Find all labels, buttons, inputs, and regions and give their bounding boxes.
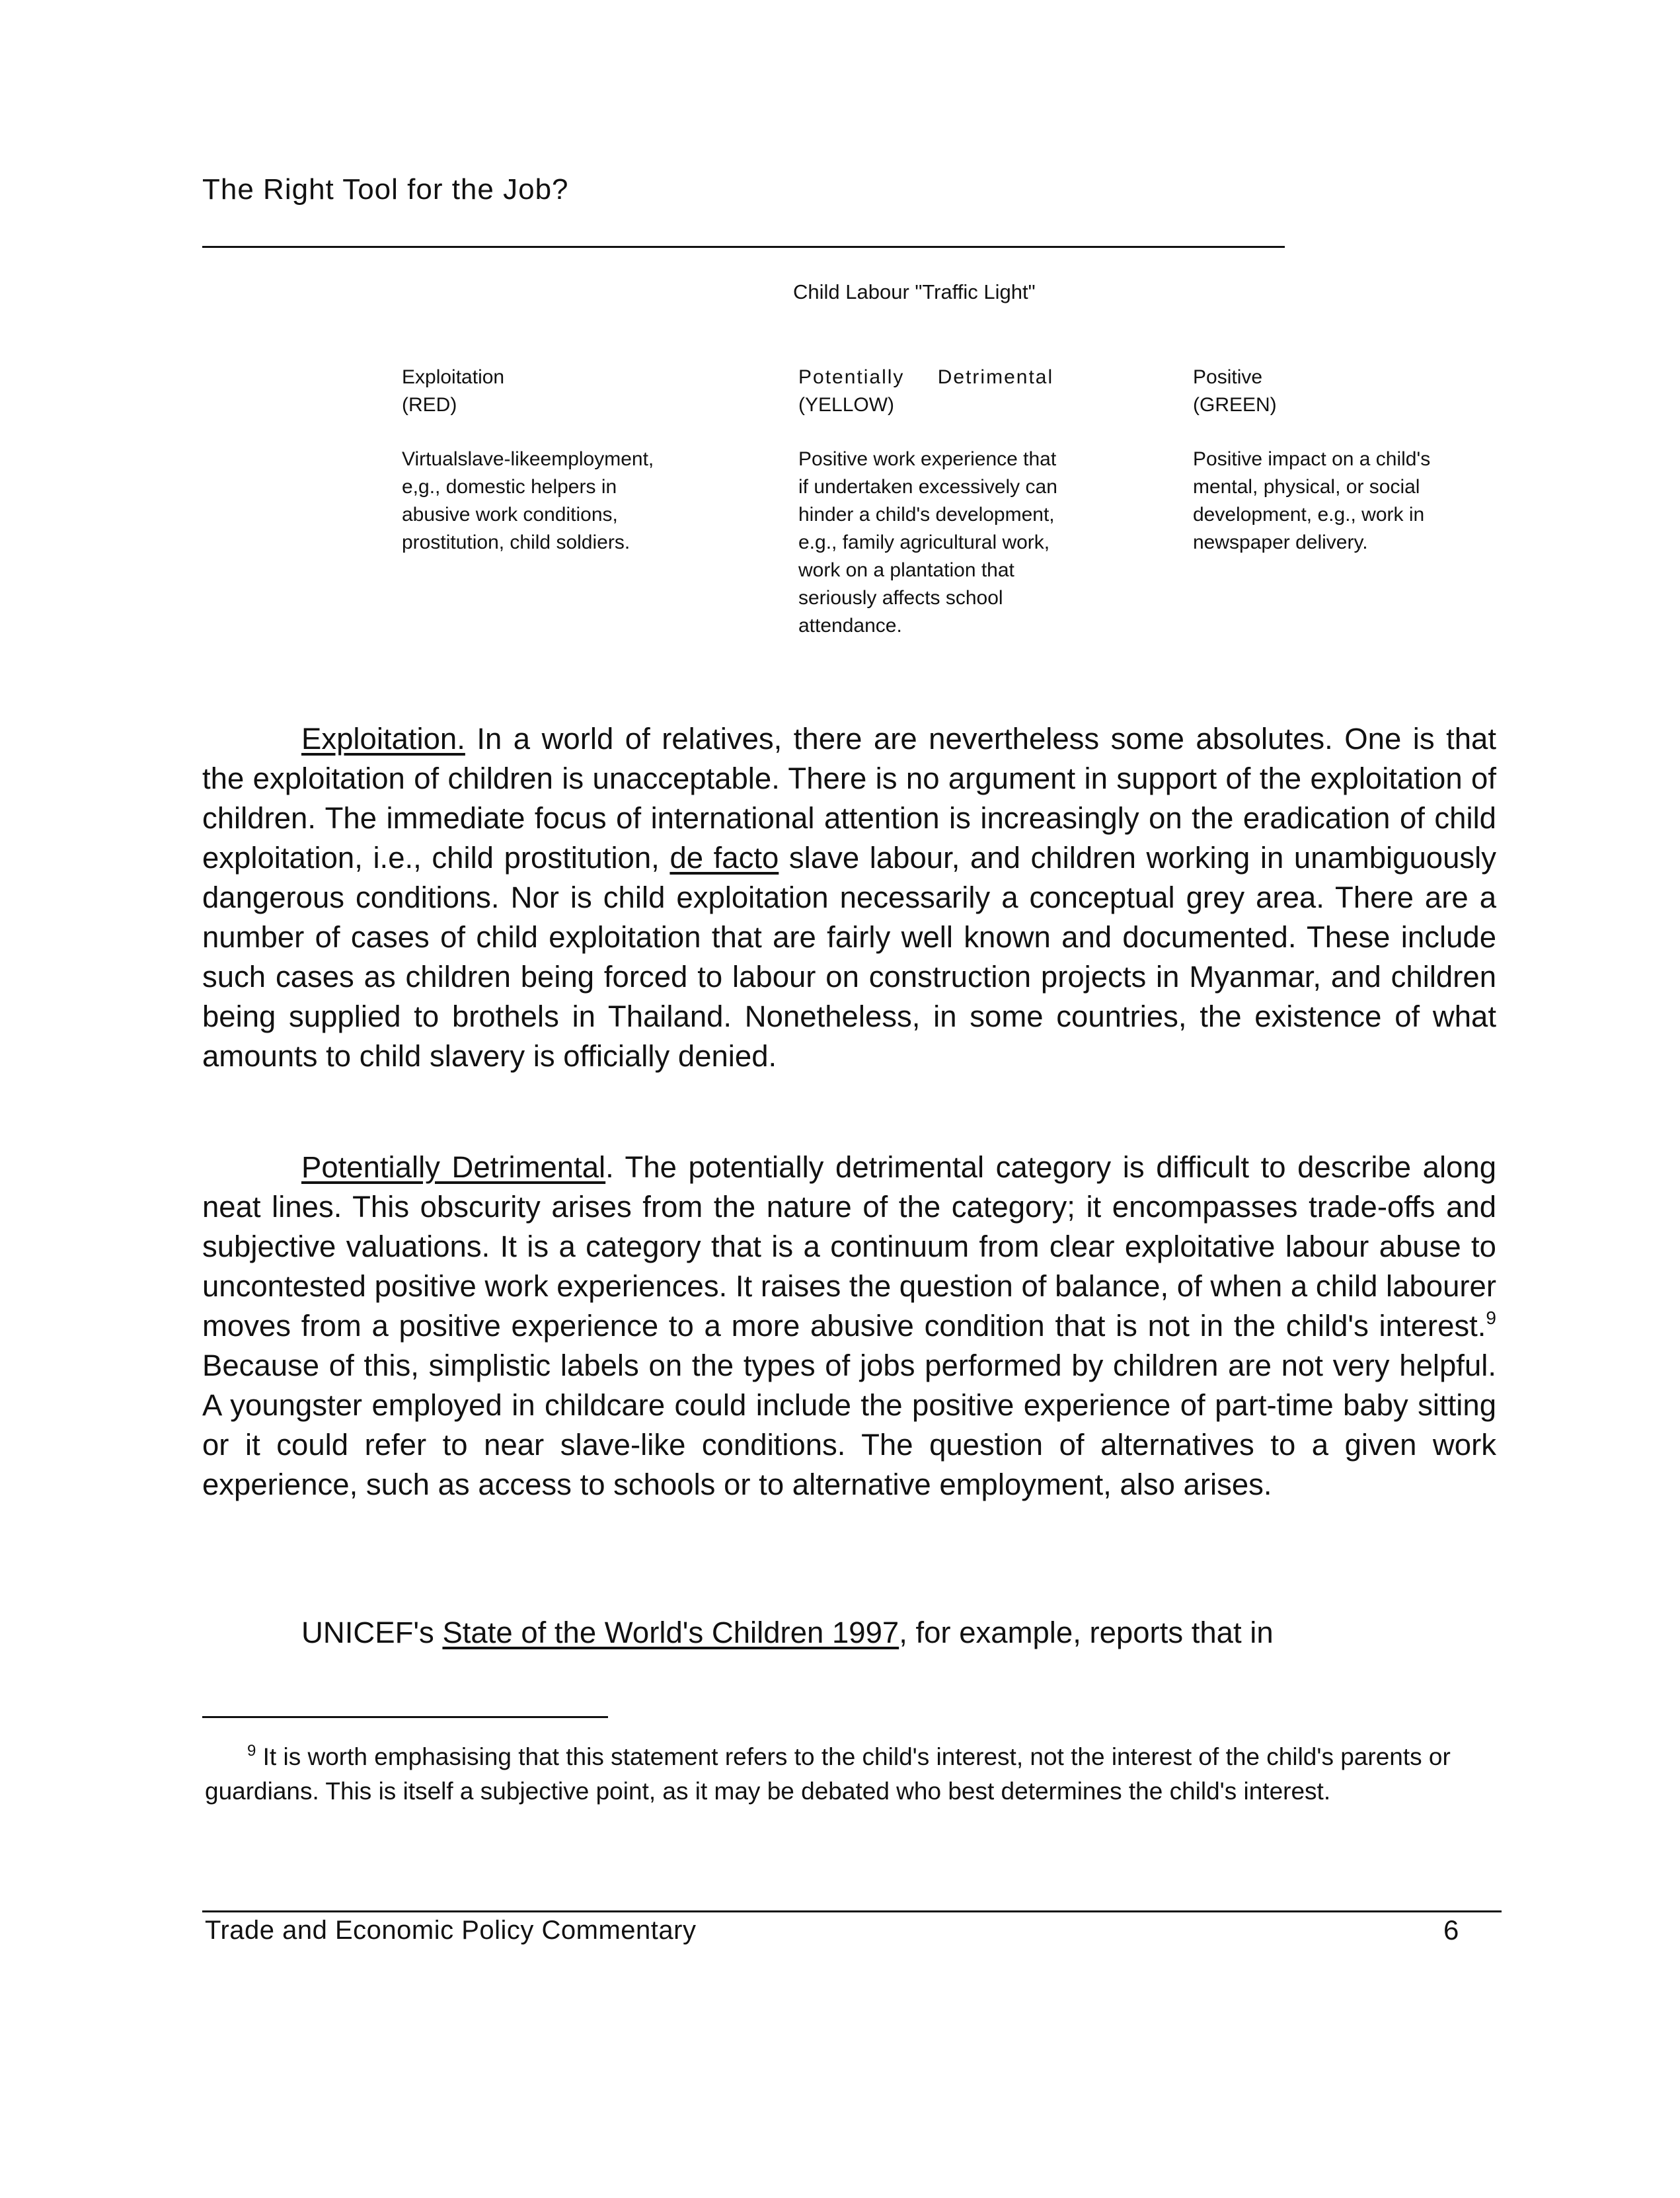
footnote xyxy=(205,1740,1500,1809)
footnote-reference: 9 xyxy=(1486,1308,1496,1328)
paragraph-text: Because of this, simplistic labels on the types of jobs performed by children are not very helpful. A youngster employed in childcare could include the positive experience of part-time baby sitting or it could refer to near slave-like conditions. The question of alternatives to a given work experience, such as access to schools or to alternative employment, also arises. xyxy=(202,1349,1496,1501)
traffic-light-column-green xyxy=(1193,364,1494,557)
column-color-label: (YELLOW) xyxy=(798,394,895,416)
column-description: Positive work experience that if undertaken excessively can hinder a child's development, e.g., family agricultural work, work on a plantation that seriously affects school attendance. xyxy=(798,448,1057,637)
running-header: The Right Tool for the Job? xyxy=(202,173,569,206)
cited-title: State of the World's Children 1997 xyxy=(442,1616,899,1649)
paragraph-text: UNICEF's xyxy=(301,1616,443,1649)
column-heading: Exploitation xyxy=(402,366,505,388)
column-heading: Potentially Detrimental xyxy=(798,366,1054,388)
paragraph-text: , for example, reports that in xyxy=(899,1616,1274,1649)
column-description: Virtualslave-likeemployment, e,g., domestic helpers in abusive work conditions, prostitution, child soldiers. xyxy=(402,448,654,553)
page-number: 6 xyxy=(1443,1914,1459,1945)
footnote-rule xyxy=(202,1716,608,1718)
footer-rule xyxy=(202,1910,1502,1912)
paragraph-text: slave labour, and children working in unambiguously dangerous conditions. Nor is child exploitation necessarily a conceptual grey area. There are a number of cases of child exploitation that are fairly well known and documented. These include such cases as children being forced to labour on construction projects in Myanmar, and children being supplied to brothels in Thailand. Nonetheless, in some countries, the existence of what amounts to child slavery is officially denied. xyxy=(202,841,1496,1073)
paragraph-label: Exploitation. xyxy=(301,722,465,756)
header-rule xyxy=(202,246,1285,248)
paragraph-text: . The potentially detrimental category is difficult to describe along neat lines. This obscurity arises from the nature of the category; it encompasses trade-offs and subjective valuations. It is a category that is a continuum from clear exploitative labour abuse to uncontested positive work experiences. It raises the question of balance, of when a child labourer moves from a positive experience to a more abusive condition that is not in the child's interest. xyxy=(202,1150,1497,1343)
column-heading: Positive xyxy=(1193,366,1263,388)
footer-title: Trade and Economic Policy Commentary xyxy=(205,1916,697,1945)
column-color-label: (GREEN) xyxy=(1193,394,1277,416)
traffic-light-column-yellow xyxy=(798,364,1096,640)
paragraph-text: In a world of relatives, there are nevertheless some absolutes. One is that the exploitation of children is unacceptable. There is no argument in support of the exploitation of children. The immediate focus of international attention is increasingly on the eradication of child exploitation, i.e., child prostitution, xyxy=(202,722,1496,875)
paragraph-exploitation xyxy=(202,719,1496,1076)
footnote-number: 9 xyxy=(247,1742,256,1760)
column-description: Positive impact on a child's mental, physical, or social development, e.g., work in newspaper delivery. xyxy=(1193,448,1431,553)
de-facto-term: de facto xyxy=(669,841,779,875)
paragraph-potentially-detrimental xyxy=(202,1148,1496,1505)
paragraph-unicef xyxy=(202,1613,1496,1653)
paragraph-label: Potentially Detrimental xyxy=(301,1150,606,1184)
footnote-text: It is worth emphasising that this statement refers to the child's interest, not the interest of the child's parents or guardians. This is itself a subjective point, as it may be debated who best determines the child's interest. xyxy=(205,1743,1451,1805)
traffic-light-title: Child Labour "Traffic Light" xyxy=(793,280,1036,303)
traffic-light-column-red xyxy=(402,364,699,557)
column-color-label: (RED) xyxy=(402,394,457,416)
